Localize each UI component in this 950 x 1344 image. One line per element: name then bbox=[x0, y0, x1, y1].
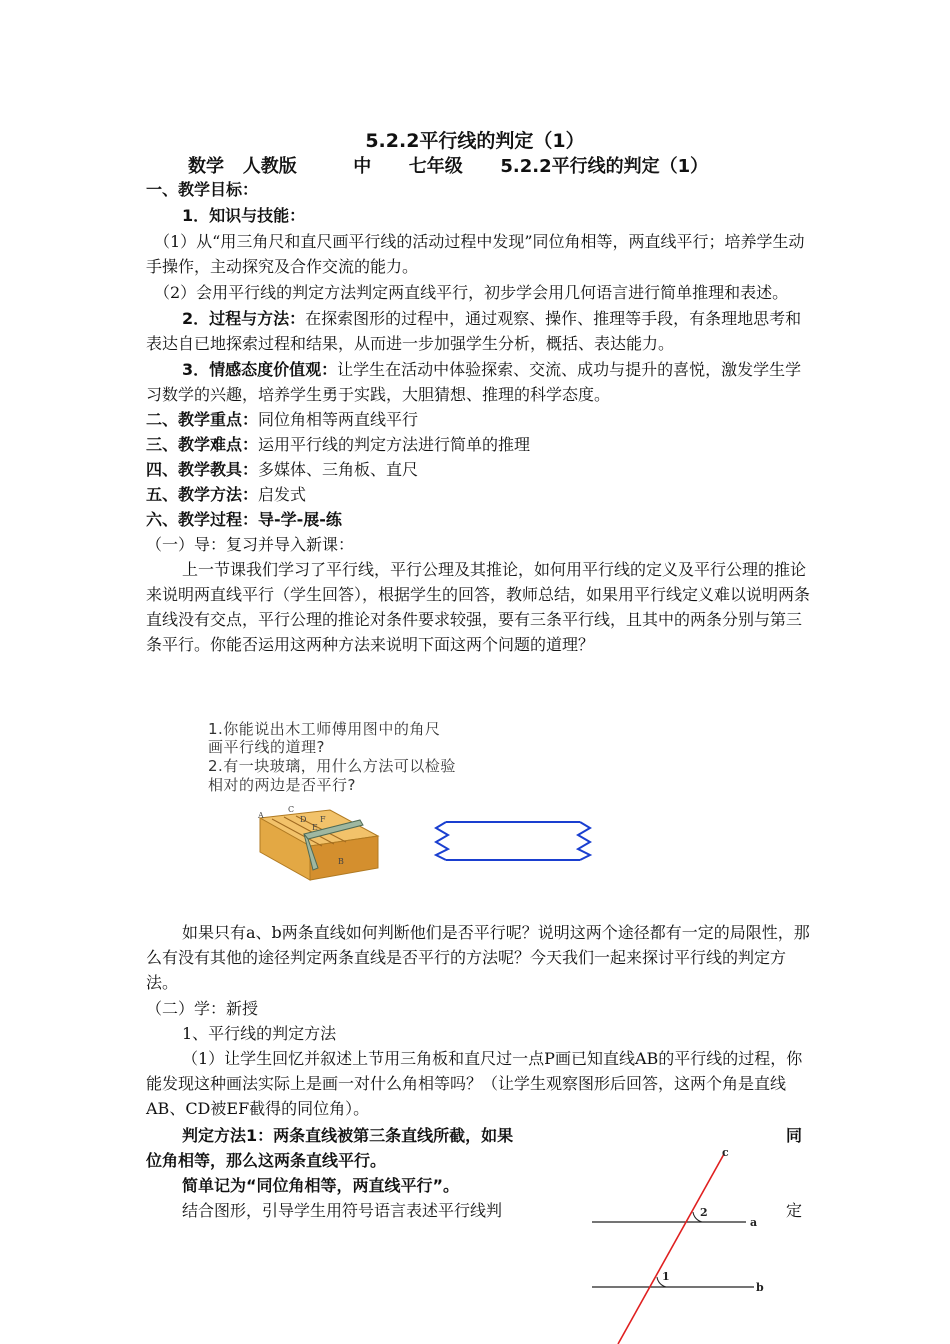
body-section-1 bbox=[146, 177, 810, 657]
label-c: c bbox=[722, 1146, 729, 1159]
part1-heading: （一）导：复习并导入新课： bbox=[146, 535, 355, 554]
part2-paragraph-1: （1）让学生回忆并叙述上节用三角板和直尺过一点P画已知直线AB的平行线的过程，你能发现这种画法实际上是画一对什么角相等吗？（让学生观察图形后回答，这两个角是直线AB、CD被EF截得的同位角）。 bbox=[146, 1049, 803, 1118]
label-b: b bbox=[756, 1281, 764, 1294]
part1-text: 上一节课我们学习了平行线，平行公理及其推论，如何用平行线的定义及平行公理的推论来说明两直线平行（学生回答），根据学生的回答，教师总结，如果用平行线定义难以说明两条直线没有交点，平行公理的推论对条件要求较强，要有三条平行线，且其中的两条分别与第三条平行。你能否运用这两种方法来说明下面这两个问题的道理？ bbox=[146, 560, 811, 654]
process-paragraph bbox=[146, 306, 810, 356]
fig-label-b: B bbox=[338, 857, 344, 866]
method-point bbox=[146, 482, 810, 507]
fig-label-a: A bbox=[258, 811, 264, 820]
key-label: 二、教学重点： bbox=[146, 410, 259, 429]
method-label: 五、教学方法： bbox=[146, 485, 259, 504]
page-title: 5.2.2平行线的判定（1） bbox=[365, 130, 585, 152]
procedure-heading: 六、教学过程：导-学-展-练 bbox=[146, 510, 342, 529]
part1-after-text: 如果只有a、b两条直线如何判断他们是否平行呢？说明这两个途径都有一定的局限性，那么有没有其他的途径判定两条直线是否平行的方法呢？今天我们一起来探讨平行线的判定方法。 bbox=[146, 923, 810, 992]
short-rule: 简单记为“同位角相等，两直线平行”。 bbox=[182, 1176, 460, 1195]
figure-question-2b: 相对的两边是否平行? bbox=[208, 776, 356, 794]
emotion-paragraph bbox=[146, 357, 810, 407]
figure-question-1b: 画平行线的道理? bbox=[208, 738, 325, 756]
label-angle-2: 2 bbox=[700, 1206, 708, 1219]
line-c-transversal bbox=[618, 1154, 724, 1344]
page-subtitle: 数学 人教版 中 七年级 5.2.2平行线的判定（1） bbox=[188, 156, 709, 177]
combine-line: 结合图形，引导学生用符号语言表述平行线判 bbox=[182, 1201, 503, 1220]
process-text: 在探索图形的过程中，通过观察、操作、推理等手段，有条理地思考和表达自已地探索过程和结果，从而进一步加强学生分析，概括、表达能力。 bbox=[146, 309, 802, 353]
fig-label-c: C bbox=[288, 805, 295, 814]
method1-line-a-end: 同 bbox=[786, 1126, 803, 1145]
body-section-2 bbox=[146, 920, 810, 1121]
combine-line-end: 定 bbox=[786, 1201, 803, 1220]
difficulty-text: 运用平行线的判定方法进行简单的推理 bbox=[258, 435, 531, 454]
tools-point bbox=[146, 457, 810, 482]
emotion-label: 3．情感态度价值观： bbox=[182, 360, 338, 379]
knowledge-heading: 1．知识与技能： bbox=[182, 206, 306, 225]
method1-line-b: 位角相等，那么这两条直线平行。 bbox=[146, 1151, 387, 1170]
emotion-text: 让学生在活动中体验探索、交流、成功与提升的喜悦，激发学生学习数学的兴趣，培养学生勇于实践，大胆猜想、推理的科学态度。 bbox=[146, 360, 802, 404]
tools-label: 四、教学教具： bbox=[146, 460, 259, 479]
parallel-lines-diagram bbox=[590, 1144, 790, 1344]
goals-heading: 一、教学目标： bbox=[146, 180, 259, 199]
tools-text: 多媒体、三角板、直尺 bbox=[258, 460, 419, 479]
key-point bbox=[146, 407, 810, 432]
part2-heading: （二）学：新授 bbox=[146, 999, 259, 1018]
key-text: 同位角相等两直线平行 bbox=[258, 410, 419, 429]
method1-line-a: 判定方法1：两条直线被第三条直线所截，如果 bbox=[182, 1126, 514, 1145]
figure-question-2a: 2.有一块玻璃，用什么方法可以检验 bbox=[208, 757, 456, 775]
figure-question-1a: 1.你能说出木工师傅用图中的角尺 bbox=[208, 720, 441, 738]
part2-subheading: 1、平行线的判定方法 bbox=[182, 1024, 337, 1043]
wood-block-with-square bbox=[257, 805, 378, 880]
label-a: a bbox=[750, 1216, 758, 1229]
difficulty-label: 三、教学难点： bbox=[146, 435, 259, 454]
process-label: 2．过程与方法： bbox=[182, 309, 306, 328]
knowledge-item-1: （1）从“用三角尺和直尺画平行线的活动过程中发现”同位角相等，两直线平行；培养学生动手操作，主动探究及合作交流的能力。 bbox=[146, 232, 805, 276]
figure-drawings bbox=[200, 718, 640, 898]
textbook-figure bbox=[200, 718, 640, 898]
fig-label-d: D bbox=[300, 815, 307, 824]
fig-label-f: F bbox=[320, 815, 326, 824]
knowledge-item-2: （2）会用平行线的判定方法判定两直线平行，初步学会用几何语言进行简单推理和表述。 bbox=[154, 283, 789, 302]
fig-label-e: E bbox=[312, 823, 318, 832]
label-angle-1: 1 bbox=[662, 1270, 670, 1283]
glass-pane bbox=[436, 822, 590, 860]
method-text: 启发式 bbox=[258, 485, 307, 504]
difficulty-point bbox=[146, 432, 810, 457]
